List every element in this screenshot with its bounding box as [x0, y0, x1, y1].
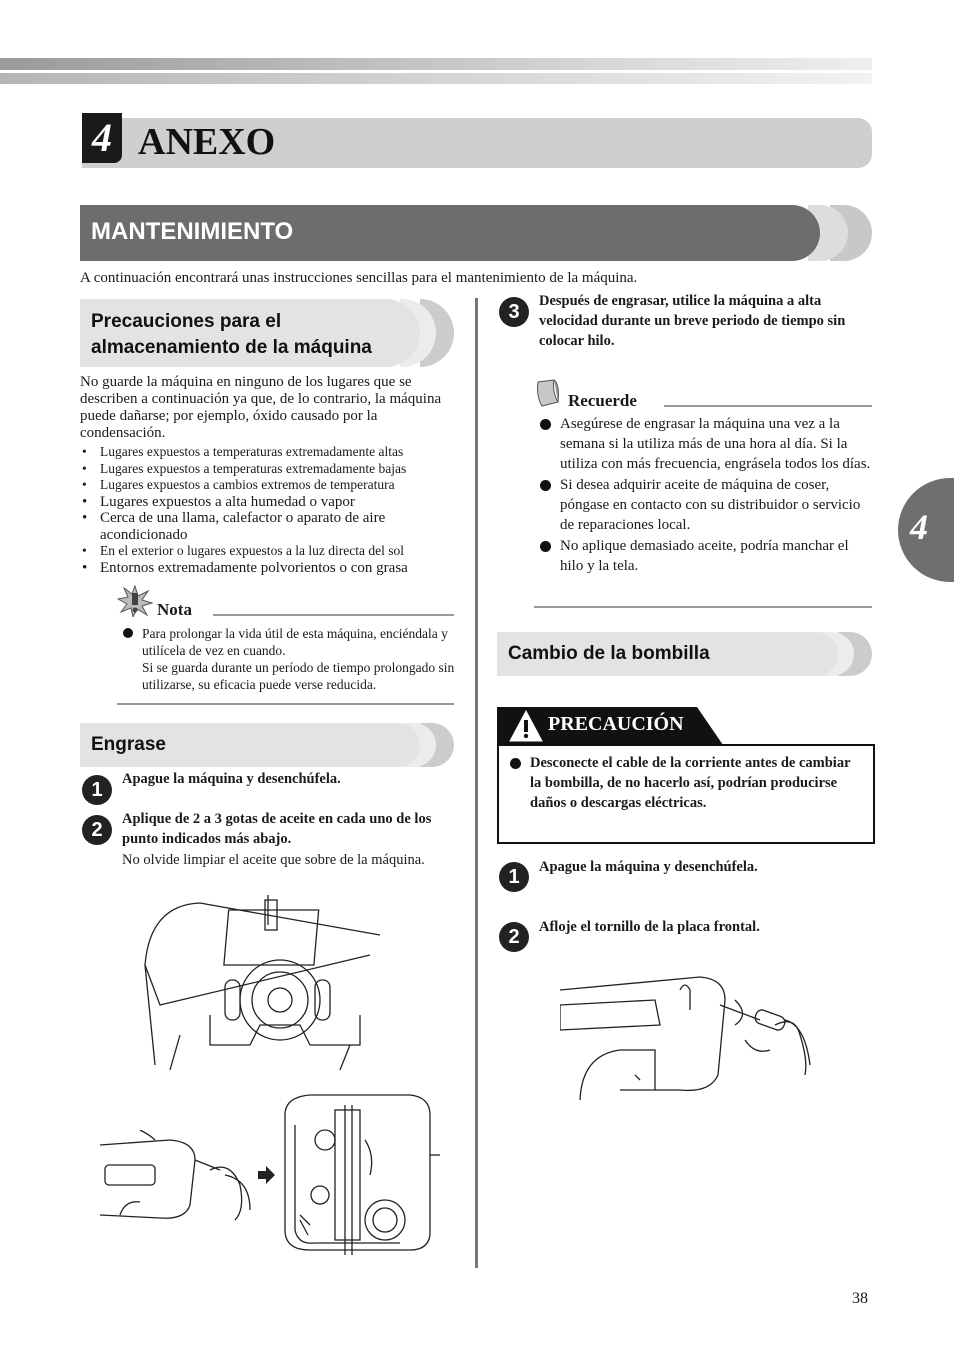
oiling-title: Engrase — [91, 734, 166, 755]
step-number: 1 — [499, 862, 529, 892]
chapter-side-number: 4 — [910, 507, 928, 547]
list-item: • Lugares expuestos a alta humedad o vapor — [80, 494, 470, 511]
list-item: • Lugares expuestos a temperaturas extremadamente bajas — [80, 461, 470, 478]
caution-text: Desconecte el cable de la corriente antes de cambiar la bombilla, de no hacerlo así, podrían producirse daños o descargas eléctricas. — [530, 755, 851, 811]
note-bullet — [123, 628, 133, 638]
remember-icon — [532, 378, 564, 410]
remember-label: Recuerde — [568, 391, 637, 410]
screwdriver-illustration — [560, 965, 820, 1105]
list-item: • Lugares expuestos a temperaturas extremadamente altas — [80, 444, 470, 461]
storage-title — [91, 309, 372, 361]
oiling-step2: Aplique de 2 a 3 gotas de aceite en cada uno de los punto indicados más abajo. — [122, 811, 432, 847]
oiling-step3: Después de engrasar, utilice la máquina a alta velocidad durante un breve periodo de tiempo sin colocar hilo. — [539, 293, 846, 349]
step-number: 2 — [499, 922, 529, 952]
bulb-step2: Afloje el tornillo de la placa frontal. — [539, 919, 760, 935]
chapter-title: ANEXO — [138, 121, 276, 163]
bobbin-area-illustration — [140, 895, 390, 1070]
top-stripe-2 — [0, 73, 872, 84]
chapter-number: 4 — [82, 113, 122, 163]
oiling-step1: Apague la máquina y desenchúfela. — [122, 771, 341, 787]
storage-title-line2: almacenamiento de la máquina — [91, 337, 372, 358]
page-number: 38 — [852, 1290, 868, 1307]
remember-rule — [664, 405, 872, 407]
step-number: 1 — [82, 775, 112, 805]
note-text — [142, 625, 460, 693]
note-label: Nota — [157, 600, 192, 619]
caution-label: PRECAUCIÓN — [548, 713, 684, 735]
list-item: • Cerca de una llama, calefactor o aparato de aire acondicionado — [80, 510, 470, 543]
arrow-right-icon — [256, 1165, 276, 1185]
list-item: Si desea adquirir aceite de máquina de coser, póngase en contacto con su distribuidor o servicio de reparaciones local. — [534, 475, 874, 535]
remember-bottom-rule — [534, 606, 872, 608]
step-number: 2 — [82, 815, 112, 845]
intro-text: A continuación encontrará unas instrucciones sencillas para el mantenimiento de la máquina. — [80, 270, 638, 286]
list-item: • Entornos extremadamente polvorientos o con grasa — [80, 560, 470, 577]
note-line2: Si se guarda durante un período de tiempo prolongado sin utilizarse, su eficacia puede verse reducida. — [142, 660, 455, 692]
column-divider — [475, 298, 478, 1268]
storage-title-line1: Precauciones para el — [91, 311, 282, 332]
note-line1: Para prolongar la vida útil de esta máquina, enciéndala y utilícela de vez en cuando. — [142, 626, 448, 658]
face-plate-illustration — [100, 1130, 260, 1225]
mechanism-illustration — [280, 1085, 440, 1255]
bulb-step1: Apague la máquina y desenchúfela. — [539, 859, 758, 875]
top-stripe — [0, 58, 872, 70]
oiling-step2-sub: No olvide limpiar el aceite que sobre de la máquina. — [122, 852, 425, 868]
section-title: MANTENIMIENTO — [91, 218, 294, 245]
storage-paragraph: No guarde la máquina en ninguno de los lugares que se describen a continuación ya que, de lo contrario, la máquina puede dañarse; por ejemplo, óxido causado por la condensación. — [80, 374, 442, 441]
storage-bullets — [80, 444, 470, 576]
caution-bullet — [510, 758, 521, 769]
note-bottom-rule — [117, 703, 454, 705]
list-item: Asegúrese de engrasar la máquina una vez a la semana si la utiliza más de una hora al día. Si la utiliza con más frecuencia, engrásela todos los días. — [534, 414, 874, 474]
list-item: No aplique demasiado aceite, podría manchar el hilo y la tela. — [534, 536, 874, 576]
list-item: • Lugares expuestos a cambios extremos de temperatura — [80, 477, 470, 494]
step-number: 3 — [499, 297, 529, 327]
note-icon — [117, 585, 153, 617]
warning-icon — [508, 709, 544, 743]
remember-list — [534, 414, 874, 577]
bulb-title: Cambio de la bombilla — [508, 643, 710, 664]
list-item: • En el exterior o lugares expuestos a la luz directa del sol — [80, 543, 470, 560]
note-rule — [213, 614, 454, 616]
